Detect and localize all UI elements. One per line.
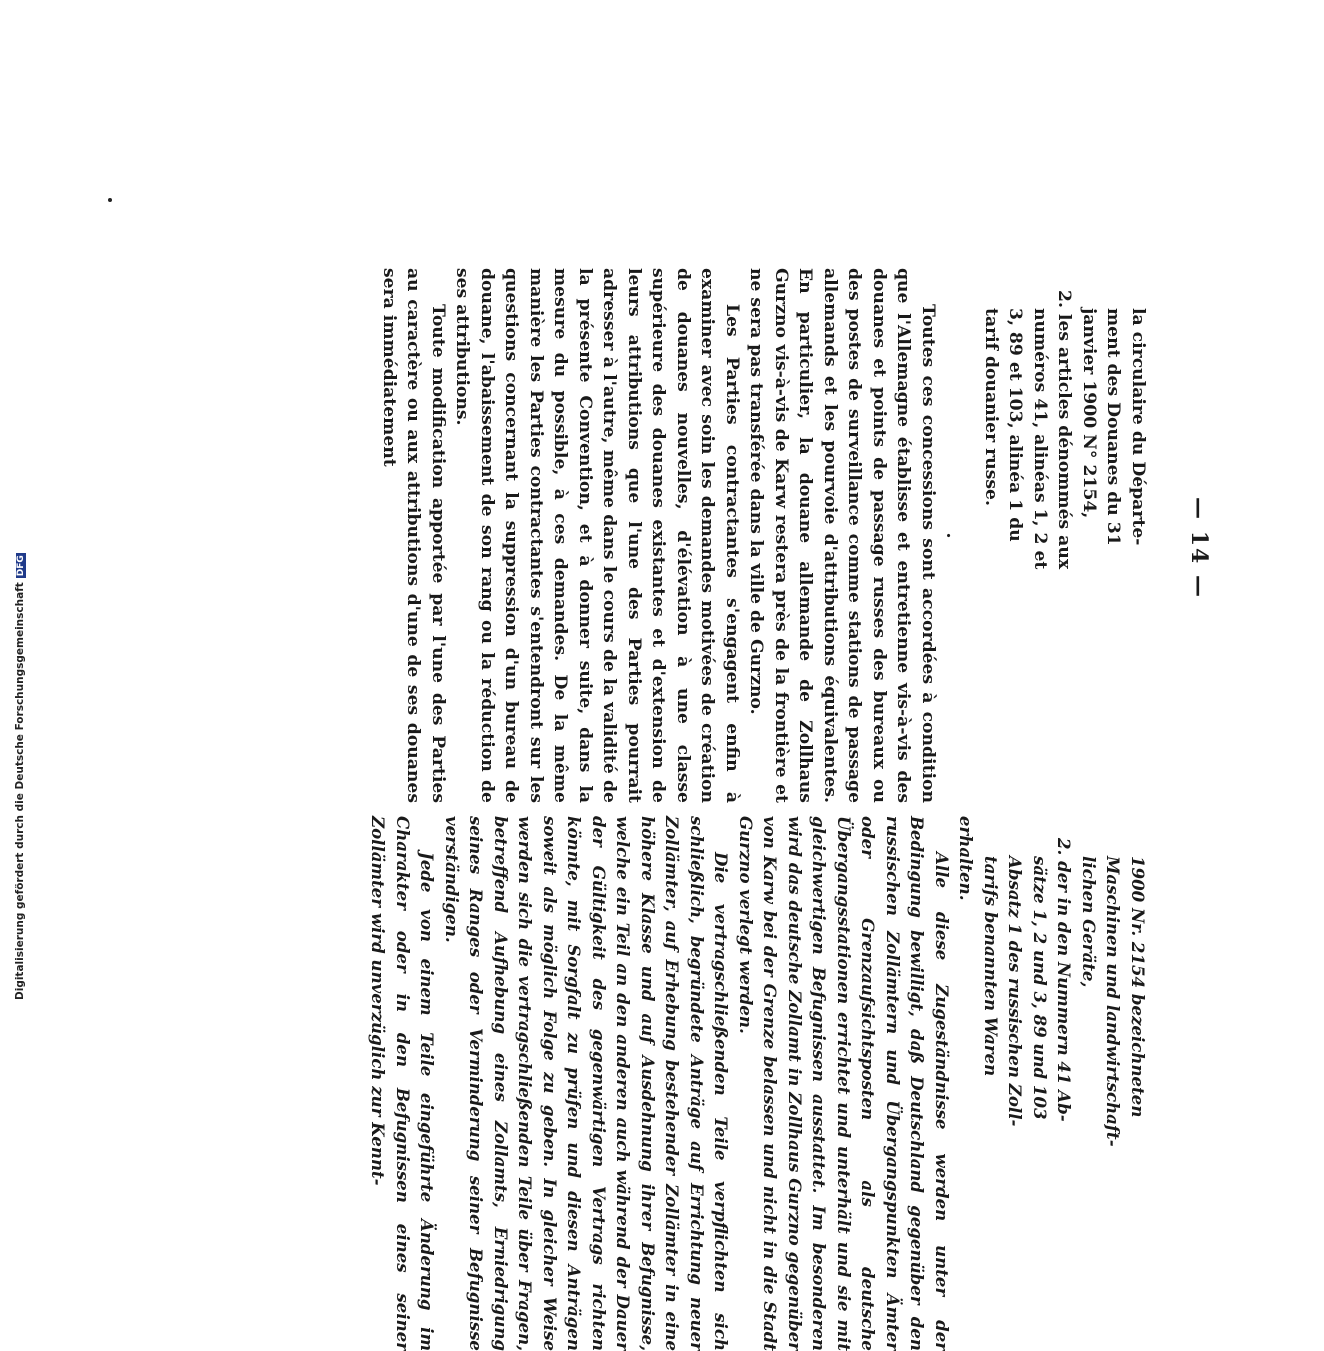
scan-speck (108, 198, 112, 202)
german-item-2-line: Absatz 1 des russischen Zoll- (1005, 856, 1026, 1127)
french-item-2-line: 3, 89 et 103, alinéa 1 du (1005, 308, 1026, 542)
french-intro-line: la circulaire du Départe- (1128, 308, 1148, 546)
german-item-2-line: 2. der in den Nummern 41 Ab- (1054, 838, 1075, 1122)
german-intro-line: Maschinen und landwirtschaft- (1103, 856, 1124, 1147)
digitization-note (14, 553, 26, 1000)
french-column (377, 268, 1151, 803)
german-item-2-end: erhalten. (956, 816, 977, 901)
french-intro-line: ment des Douanes du 31 (1103, 308, 1124, 546)
document-page (122, 268, 1212, 1351)
german-paragraph-3: Jede von einem Teile eingeführte Änderung im Charakter oder in den Befugnissen eines seiner Zollämter wird unverzüglich zur Kennt- (368, 816, 438, 1351)
german-paragraph-2: Die vertragschließenden Teile verpflichten sich schließlich, begründete Anträge auf Errichtung neuer Zollämter, auf Erhebung bestehender Zollämter in eine höhere Klasse und auf Ausdehnung ihrer Befugnisse, welche ein Teil an den anderen auch während der Dauer der Gültigkeit des gegenwärtigen Vertrags richten könnte, mit Sorgfalt zu prüfen und diesen Anträgen soweit als möglich Folge zu geben. In gleicher Weise werden sich die vertragschließenden Teile über Fragen, betreffend Aufhebung eines Zollamts, Erniedrigung seines Ranges oder Verminderung seiner Befugnisse verständigen. (442, 816, 732, 1351)
german-item-2-line: tarifs benannten Waren (981, 856, 1001, 1077)
german-column (366, 816, 1150, 1351)
french-item-2-line: tarif douanier russe. (981, 308, 1001, 506)
french-item-2-line: 2. les articles dénommés aux (1054, 290, 1075, 570)
french-paragraph-2: Les Parties contractantes s'engagent enfin à examiner avec soin les demandes motivées de création de douanes nouvelles, d'élévation à une classe supérieure des douanes existantes et d'extension de leurs attributions que l'une des Parties pourrait adresser à l'autre, même dans le cours de la validité de la présente Convention, et à donner suite, dans la mesure du possible, à ces demandes. De la même manière les Parties contractantes s'entendront sur les questions concernant la suppression d'un bureau de douane, l'abaissement de son rang ou la réduction de ses attributions. (452, 268, 742, 803)
german-intro-line: lichen Geräte, (1079, 856, 1099, 988)
separator-dot: . (942, 532, 963, 539)
german-intro-line: 1900 Nr. 2154 bezeichneten (1128, 856, 1148, 1118)
digitization-note-text: Digitalisierung gefördert durch die Deutsche Forschungsgemeinschaft (14, 582, 26, 1000)
french-paragraph-1: Toutes ces concessions sont accordées à condition que l'Allemagne établisse et entretienne vis-à-vis des douanes et points de passage russes des bureaux ou des postes de surveillance comme stations de passage allemands et les pourvoie d'attributions équivalentes. En particulier, la douane allemande de Zollhaus Gurzno vis-à-vis de Karw restera près de la frontière et ne sera pas transférée dans la ville de Gurzno. (746, 268, 938, 803)
page-number: — 14 — (1186, 497, 1212, 599)
german-item-2-line: sätze 1, 2 und 3, 89 und 103 (1030, 856, 1050, 1120)
french-item-2-line: numéros 41, alinéas 1, 2 et (1030, 308, 1050, 570)
french-paragraph-3: Toute modification apportée par l'une des Parties au caractère ou aux attributions d'une de ses douanes sera immédiatement (379, 268, 448, 803)
french-intro-line: janvier 1900 N° 2154, (1079, 308, 1099, 519)
dfg-logo: DFG (16, 555, 26, 577)
german-paragraph-1: Alle diese Zugeständnisse werden unter der Bedingung bewilligt, daß Deutschland gegenüber den russischen Zollämtern und Übergangspunkten Ämter oder Grenzaufsichtsposten als deutsche Übergangsstationen errichtet und unterhält und sie mit gleichwertigen Befugnissen ausstattet. Im besonderen wird das deutsche Zollamt in Zollhaus Gurzno gegenüber von Karw bei der Grenze belassen und nicht in die Stadt Gurzno verlegt werden. (736, 816, 952, 1351)
